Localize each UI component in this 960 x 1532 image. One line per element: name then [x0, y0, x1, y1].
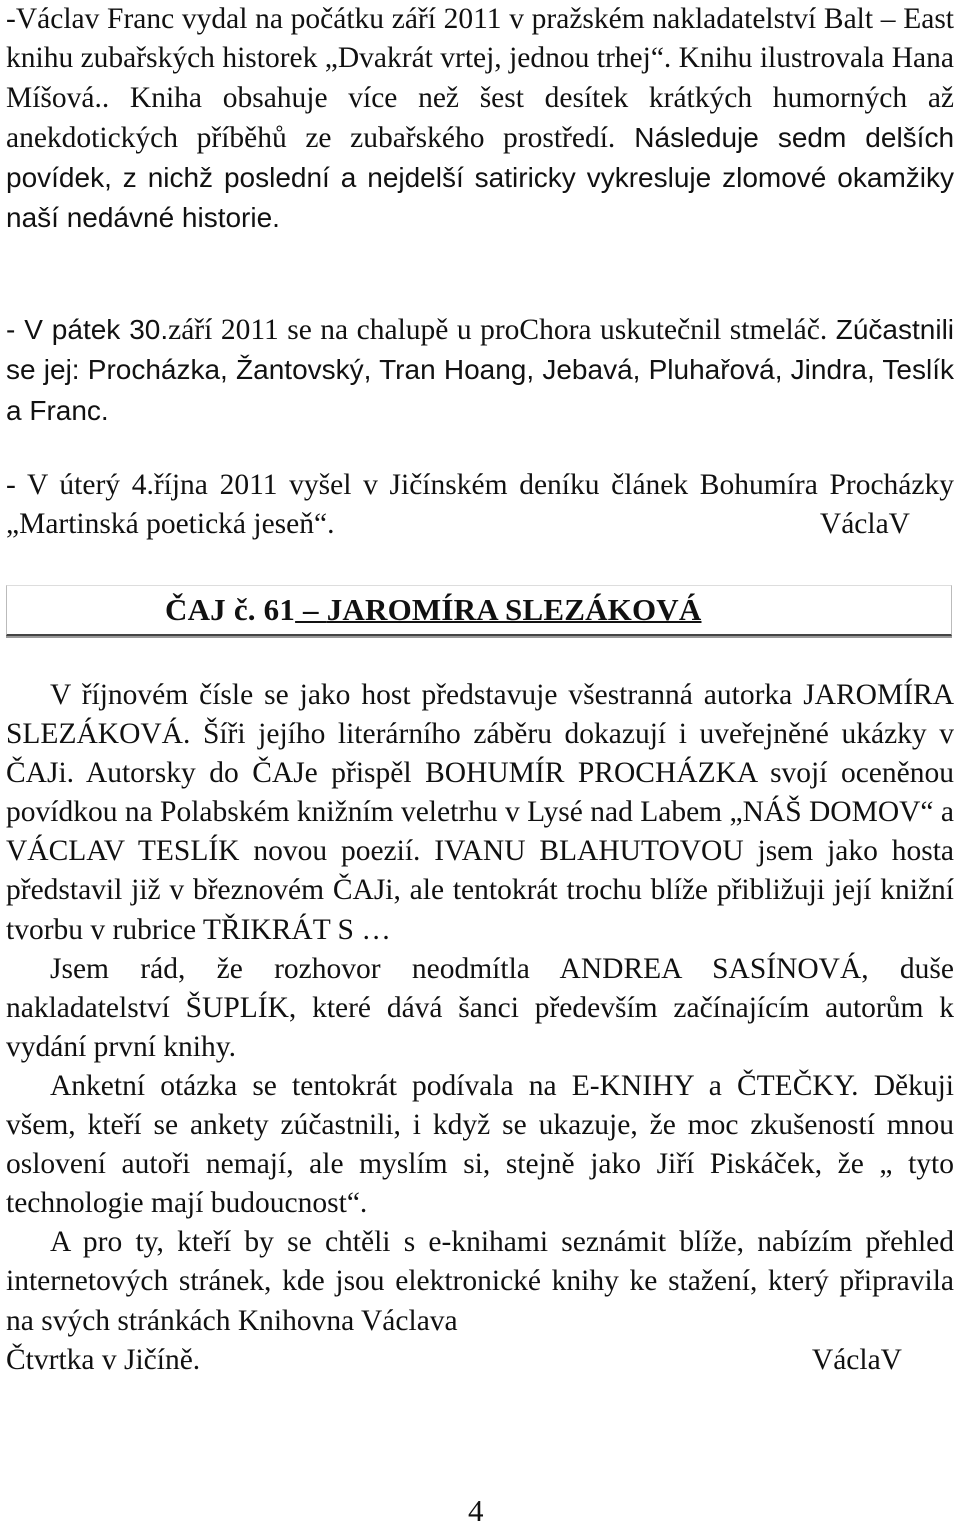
article-paragraph-4-last-line: [6, 1341, 954, 1380]
paragraph-franc-sans-text: Následuje sedm delších povídek, z nichž poslední a nejdelší satiricky vykresluje zlomové okamžiky naší nedávné historie.: [6, 121, 955, 234]
article-paragraph-4: A pro ty, kteří by se chtěli s e-knihami seznámit blíže, nabízím přehled internetových stránek, kde jsou elektronické knihy ke stažení, který připravila na svých stránkách Knihovna Václava: [6, 1226, 954, 1337]
paragraph-franc-text: -Václav Franc vydal na počátku září 2011 v pražském nakladatelství Balt – East knihu zubařských historek „Dvakrát vrtej, jednou trhej“. Knihu ilustrovala Hana Míšová.. Kniha obsahuje více než šest desítek krátkých humorných až anekdotických příběhů ze zubařského prostředí.: [6, 3, 954, 154]
article-paragraph-1: V říjnovém čísle se jako host představuje všestranná autorka JAROMÍRA SLEZÁKOVÁ. Šíři jejího literárního záběru dokazují i uveřejněné ukázky v ČAJi. Autorsky do ČAJe přispěl BOHUMÍR PROCHÁZKA svojí oceněnou povídkou na Polabském knižním veletrhu v Lysé nad Labem „NÁŠ DOMOV“ a VÁCLAV TESLÍK novou poezií. IVANU BLAHUTOVOU jsem jako hosta představil již v březnovém ČAJi, ale tentokrát trochu blíže přibližuji její knižní tvorbu v rubrice TŘIKRÁT S …: [6, 679, 954, 946]
news-paragraph-jicinsky-denik: [6, 466, 954, 545]
heading-dash: –: [295, 592, 327, 627]
jicinsky-denik-text: - V úterý 4.října 2011 vyšel v Jičínském deníku článek Bohumíra Procházky „Martinská poetická jeseň“.: [6, 469, 954, 541]
section-heading: [165, 590, 702, 630]
page-number: 4: [468, 1493, 484, 1528]
article-paragraph-2: Jsem rád, že rozhovor neodmítla ANDREA SASÍNOVÁ, duše nakladatelství ŠUPLÍK, které dává šanci především začínajícím autorům k vydání první knihy.: [6, 952, 954, 1063]
article-body: [6, 676, 954, 1380]
stmelac-date-prefix: - V pátek 30.: [6, 314, 169, 345]
heading-prefix: ČAJ č. 61: [165, 592, 296, 627]
signature-vaclav-2: VáclaV: [811, 1343, 902, 1376]
section-heading-box: [6, 585, 952, 636]
signature-vaclav-1: VáclaV: [819, 508, 910, 541]
stmelac-participants: Zúčastnili se jej: Procházka, Žantovský, Tran Hoang, Jebavá, Pluhařová, Jindra, Teslík a Franc.: [6, 314, 955, 426]
news-paragraph-stmelac: [6, 310, 954, 431]
article-paragraph-4-end: Čtvrtka v Jičíně.: [6, 1343, 201, 1376]
heading-name: JAROMÍRA SLEZÁKOVÁ: [326, 592, 702, 627]
news-paragraph-franc: [6, 0, 954, 239]
stmelac-date-text: září 2011 se na chalupě u proChora uskutečnil stmeláč.: [168, 314, 828, 346]
article-paragraph-3: Anketní otázka se tentokrát podívala na E-KNIHY a ČTEČKY. Děkuji všem, kteří se ankety zúčastnili, i když se ukazuje, že moc zkušeností mnou oslovení autoři nemají, ale myslím si, stejně jako Jiří Piskáček, že „ tyto technologie mají budoucnost“.: [6, 1069, 954, 1220]
